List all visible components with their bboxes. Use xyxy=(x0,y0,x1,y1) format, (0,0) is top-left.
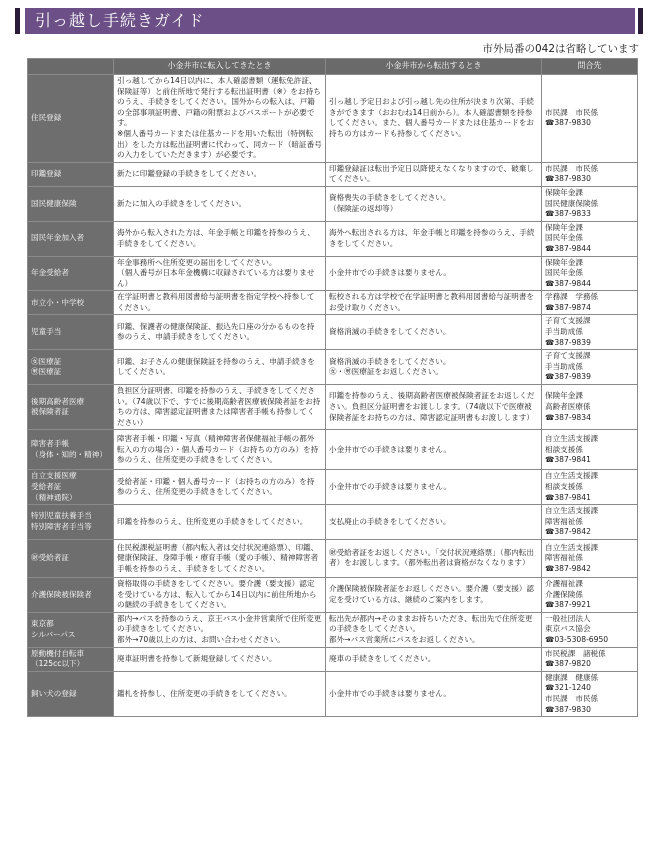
header-contact: 問合先 xyxy=(542,59,638,75)
row-contact xyxy=(542,539,638,577)
contact-phone xyxy=(545,209,634,220)
phone-icon: ☎ xyxy=(545,278,555,288)
row-item-name: 市立小・中学校 xyxy=(28,291,114,315)
row-move-in-text: 在学証明書と教科用図書給与証明書を指定学校へ持参してください。 xyxy=(114,291,326,315)
contact-phone xyxy=(545,683,634,694)
title-accent-left xyxy=(15,8,20,34)
table-row xyxy=(28,315,638,350)
table-row xyxy=(28,505,638,540)
row-move-in-text: 廃車証明書を持参して新規登録してください。 xyxy=(114,647,326,671)
contact-phone xyxy=(545,413,634,424)
row-move-in-text: 引っ越してから14日以内に、本人確認書類（運転免許証、保険証等）と前住所地で発行する転出証明書（※）をお持ちのうえ、手続きをしてください。国外からの転入は、戸籍の全部事項証明書、戸籍の附票およびパスポートが必要です。 ※個人番号カードまたは住基カードを用いた転出（特例転出）をした方は転出証明書に代わって、同カード（暗証番号の入力をしていただきます）が必要です。 xyxy=(114,75,326,163)
phone-icon: ☎ xyxy=(545,659,555,669)
table-row xyxy=(28,671,638,716)
contact-phone xyxy=(545,564,634,575)
table-row xyxy=(28,75,638,163)
row-contact xyxy=(542,470,638,505)
phone-icon: ☎ xyxy=(545,372,555,382)
row-item-name: 自立支援医療 受給者証 （精神通院） xyxy=(28,470,114,505)
contact-phone xyxy=(545,174,634,185)
phone-number: 387-9833 xyxy=(554,209,591,219)
row-item-name: 飼い犬の登録 xyxy=(28,671,114,716)
phone-number: 387-9841 xyxy=(554,455,591,465)
row-move-out-text: 転校される方は学校で在学証明書と教科用図書給与証明書をお受け取りください。 xyxy=(326,291,542,315)
row-move-in-text: 印鑑、お子さんの健康保険証を持参のうえ、申請手続きをしてください。 xyxy=(114,350,326,385)
phone-icon: ☎ xyxy=(545,704,555,714)
row-move-out-text: 資格消滅の手続きをしてください。 xyxy=(326,315,542,350)
phone-number: 387-9820 xyxy=(554,659,591,669)
row-move-in-text: 海外から転入された方は、年金手帳と印鑑を持参のうえ、手続きをしてください。 xyxy=(114,221,326,256)
row-contact xyxy=(542,430,638,470)
phone-number: 387-9842 xyxy=(554,563,591,573)
row-move-in-text: 年金事務所へ住所変更の届出をしてください。 （個人番号が日本年金機構に収録されている方は要りません） xyxy=(114,256,326,291)
contact-phone xyxy=(545,455,634,466)
row-item-name: ㊛医療証 ㊚医療証 xyxy=(28,350,114,385)
row-contact xyxy=(542,186,638,221)
row-move-in-text: 印鑑、保護者の健康保険証、振込先口座の分かるものを持参のうえ、申請手続きをしてください。 xyxy=(114,315,326,350)
contact-department: 市民税課 諸税係 xyxy=(545,648,606,658)
phone-icon: ☎ xyxy=(545,302,555,312)
phone-number: 321-1240 xyxy=(554,683,591,693)
row-item-name: 印鑑登録 xyxy=(28,162,114,186)
contact-department: 自立生活支援課 相談支援係 xyxy=(545,471,599,491)
contact-department: 子育て支援課 手当助成係 xyxy=(545,351,591,371)
phone-number: 387-9839 xyxy=(554,372,591,382)
contact-department: 健康課 健康係 xyxy=(545,672,599,682)
phone-number: 387-9834 xyxy=(554,412,591,422)
row-move-in-text: 都内→パスを持参のうえ、京王バス小金井営業所で住所変更の手続きをしてください。 都外→70歳以上の方は、お問い合わせください。 xyxy=(114,612,326,647)
contact-department: 子育て支援課 手当助成係 xyxy=(545,316,591,337)
row-move-in-text: 資格取得の手続きをしてください。要介護（要支援）認定を受けている方は、転入してから14日以内に前住所地からの継続の手続きをしてください。 xyxy=(114,577,326,612)
contact-phone xyxy=(545,303,634,314)
row-move-out-text: 小金井市での手続きは要りません。 xyxy=(326,430,542,470)
contact-department: 学務課 学務係 xyxy=(545,292,599,302)
contact-phone xyxy=(545,338,634,349)
row-item-name: 障害者手帳 （身体・知的・精神） xyxy=(28,430,114,470)
row-item-name: 国民年金加入者 xyxy=(28,221,114,256)
contact-phone xyxy=(545,372,634,383)
row-item-name: ㊖受給者証 xyxy=(28,539,114,577)
procedure-table xyxy=(27,58,638,717)
contact-department: 介護福祉課 介護保険係 xyxy=(545,578,583,599)
contact-department: 市民課 市民係 xyxy=(545,693,599,703)
row-move-out-text: 小金井市での手続きは要りません。 xyxy=(326,470,542,505)
phone-icon: ☎ xyxy=(545,337,555,347)
contact-department: 保険年金課 高齢者医療係 xyxy=(545,391,591,411)
contact-phone xyxy=(545,279,634,290)
phone-icon: ☎ xyxy=(545,600,555,610)
contact-department: 保険年金課 国民年金係 xyxy=(545,257,583,278)
row-move-out-text: 資格消滅の手続きをしてください。 ㊛・㊚医療証をお返しください。 xyxy=(326,350,542,385)
phone-number: 387-9844 xyxy=(554,243,591,253)
row-move-out-text: 支払廃止の手続きをしてください。 xyxy=(326,505,542,540)
phone-icon: ☎ xyxy=(545,412,555,422)
phone-icon: ☎ xyxy=(545,209,555,219)
contact-department: 市民課 市民係 xyxy=(545,163,599,173)
row-contact xyxy=(542,291,638,315)
row-item-name: 原動機付自転車 （125cc以下） xyxy=(28,647,114,671)
table-row xyxy=(28,612,638,647)
row-item-name: 後期高齢者医療 被保険者証 xyxy=(28,385,114,430)
contact-phone xyxy=(545,659,634,670)
contact-phone xyxy=(545,527,634,538)
phone-number: 03-5308-6950 xyxy=(554,634,609,644)
row-move-in-text: 印鑑を持参のうえ、住所変更の手続きをしてください。 xyxy=(114,505,326,540)
table-row xyxy=(28,470,638,505)
phone-number: 387-9842 xyxy=(554,527,591,537)
row-move-out-text: 小金井市での手続きは要りません。 xyxy=(326,256,542,291)
table-row xyxy=(28,350,638,385)
row-move-out-text: 引っ越し予定日および引っ越し先の住所が決まり次第、手続きができます（おおむね14日前から）。本人確認書類を持参してください。また、個人番号カードまたは住基カードをお持ちの方はカードも持参してください。 xyxy=(326,75,542,163)
phone-icon: ☎ xyxy=(545,118,555,128)
phone-icon: ☎ xyxy=(545,492,555,502)
contact-department: 自立生活支援課 障害福祉係 xyxy=(545,542,599,563)
row-contact xyxy=(542,505,638,540)
contact-phone xyxy=(545,705,634,716)
contact-department: 保険年金課 国民年金係 xyxy=(545,222,583,243)
phone-icon: ☎ xyxy=(545,634,555,644)
contact-department: 自立生活支援課 相談支援係 xyxy=(545,434,599,454)
phone-number: 387-9921 xyxy=(554,600,591,610)
row-move-out-text: 介護保険被保険者証をお返しください。要介護（要支援）認定を受けている方は、継続のご案内をします。 xyxy=(326,577,542,612)
contact-phone xyxy=(545,118,634,129)
row-contact xyxy=(542,256,638,291)
row-move-in-text: 新たに印鑑登録の手続きをしてください。 xyxy=(114,162,326,186)
phone-icon: ☎ xyxy=(545,174,555,184)
row-move-out-text: 海外へ転出される方は、年金手帳と印鑑を持参のうえ、手続きをしてください。 xyxy=(326,221,542,256)
row-move-in-text: 受給者証・印鑑・個人番号カード（お持ちの方のみ）を持参のうえ、住所変更の手続きをしてください。 xyxy=(114,470,326,505)
phone-icon: ☎ xyxy=(545,243,555,253)
row-move-in-text: 負担区分証明書、印鑑を持参のうえ、手続きをしてください。（74歳以下で、すでに後期高齢者医療被保険者証をお持ちの方は、障害認定証明書または障害者手帳も持参してください） xyxy=(114,385,326,430)
title-accent-right xyxy=(638,8,643,34)
contact-phone xyxy=(545,635,634,646)
table-row xyxy=(28,162,638,186)
row-item-name: 国民健康保険 xyxy=(28,186,114,221)
table-row xyxy=(28,256,638,291)
table-row xyxy=(28,385,638,430)
row-move-out-text: 廃車の手続きをしてください。 xyxy=(326,647,542,671)
contact-phone xyxy=(545,493,634,504)
table-row xyxy=(28,647,638,671)
phone-number: 387-9841 xyxy=(554,492,591,502)
row-move-out-text: 印鑑を持参のうえ、後期高齢者医療被保険者証をお返しください。負担区分証明書をお渡しします。（74歳以下で医療被保険者証をお持ちの方は、障害認定証明書もお渡しします） xyxy=(326,385,542,430)
table-row xyxy=(28,577,638,612)
row-item-name: 東京都 シルバーパス xyxy=(28,612,114,647)
row-move-out-text: ㊖受給者証をお返しください。「交付状況連絡票」（都内転出者）をお渡しします。（都外転出者は資格がなくなります） xyxy=(326,539,542,577)
phone-number: 387-9830 xyxy=(554,704,591,714)
row-move-out-text: 小金井市での手続きは要りません。 xyxy=(326,671,542,716)
header-move-in: 小金井市に転入してきたとき xyxy=(114,59,326,75)
row-item-name: 年金受給者 xyxy=(28,256,114,291)
contact-department: 市民課 市民係 xyxy=(545,107,599,117)
phone-icon: ☎ xyxy=(545,683,555,693)
row-contact xyxy=(542,385,638,430)
phone-number: 387-9844 xyxy=(554,278,591,288)
row-contact xyxy=(542,221,638,256)
row-contact xyxy=(542,315,638,350)
row-contact xyxy=(542,647,638,671)
row-contact xyxy=(542,577,638,612)
row-contact xyxy=(542,350,638,385)
row-contact xyxy=(542,612,638,647)
phone-icon: ☎ xyxy=(545,455,555,465)
row-item-name: 児童手当 xyxy=(28,315,114,350)
phone-number: 387-9830 xyxy=(554,118,591,128)
table-row xyxy=(28,430,638,470)
row-move-out-text: 印鑑登録証は転出予定日以降使えなくなりますので、破棄してください。 xyxy=(326,162,542,186)
contact-department: 一般社団法人 東京バス協会 xyxy=(545,613,591,634)
row-move-in-text: 障害者手帳・印鑑・写真（精神障害者保健福祉手帳の都外転入の方の場合）・個人番号カード（お持ちの方のみ）を持参のうえ、住所変更の手続きをしてください。 xyxy=(114,430,326,470)
table-row xyxy=(28,186,638,221)
contact-phone xyxy=(545,600,634,611)
row-contact xyxy=(542,671,638,716)
phone-number: 387-9839 xyxy=(554,337,591,347)
phone-number: 387-9874 xyxy=(554,302,591,312)
table-header-row xyxy=(28,59,638,75)
row-move-in-text: 新たに加入の手続きをしてください。 xyxy=(114,186,326,221)
page-title-bar xyxy=(25,8,635,34)
table-row xyxy=(28,539,638,577)
phone-icon: ☎ xyxy=(545,527,555,537)
header-move-out: 小金井市から転出するとき xyxy=(326,59,542,75)
row-item-name: 特別児童扶養手当 特別障害者手当等 xyxy=(28,505,114,540)
header-item xyxy=(28,59,114,75)
area-code-note: 市外局番の042は省略しています xyxy=(482,43,639,55)
row-move-out-text: 資格喪失の手続きをしてください。 （保険証の返却等） xyxy=(326,186,542,221)
row-item-name: 住民登録 xyxy=(28,75,114,163)
phone-icon: ☎ xyxy=(545,563,555,573)
table-row xyxy=(28,221,638,256)
contact-department: 保険年金課 国民健康保険係 xyxy=(545,187,599,208)
contact-department: 自立生活支援課 障害福祉係 xyxy=(545,506,599,526)
row-move-out-text: 転出先が都内→そのままお持ちいただき、転出先で住所変更の手続きをしてください。 都外→バス営業所にパスをお返しください。 xyxy=(326,612,542,647)
contact-phone xyxy=(545,244,634,255)
row-move-in-text: 住民税課税証明書（都内転入者は交付状況連絡票）、印鑑、健康保険証、身障手帳・療育手帳（愛の手帳）、精神障害者手帳を持参のうえ、手続きをしてください。 xyxy=(114,539,326,577)
phone-number: 387-9830 xyxy=(554,174,591,184)
row-move-in-text: 鑑札を持参し、住所変更の手続きをしてください。 xyxy=(114,671,326,716)
row-contact xyxy=(542,162,638,186)
row-item-name: 介護保険被保険者 xyxy=(28,577,114,612)
page-title: 引っ越し手続きガイド xyxy=(35,11,205,30)
table-row xyxy=(28,291,638,315)
row-contact xyxy=(542,75,638,163)
